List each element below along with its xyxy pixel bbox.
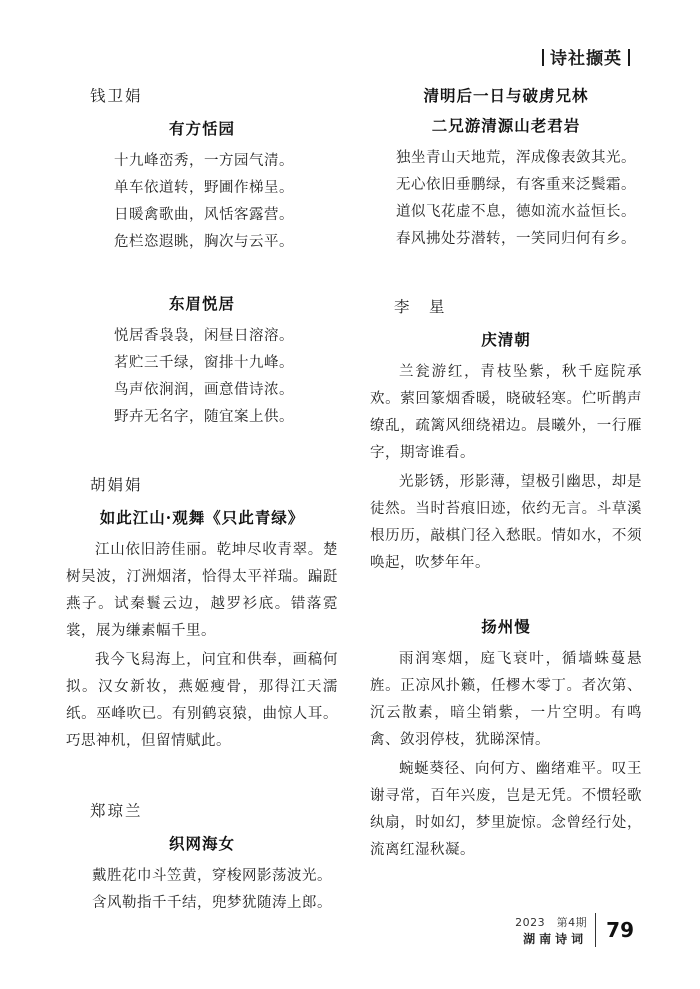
left-column xyxy=(66,72,338,917)
poem-line: 茗贮三千绿，窗排十九峰。 xyxy=(114,355,294,371)
poem-line: 道似飞花虚不息，德如流水益恒长。 xyxy=(396,204,636,220)
magazine-name: 湖南诗词 xyxy=(523,931,588,946)
poem-paragraph: 雨润寒烟，庭飞衰叶，循墙蛛蔓悬旌。正凉风扑籁，任樛木零丁。者次第、沉云散素，暗尘销紫，一片空明。有鸣禽、敛羽停枝，犹睇深情。 xyxy=(370,651,642,748)
poem-title: 有方恬园 xyxy=(168,119,235,138)
author-name: 钱卫娟 xyxy=(90,87,143,105)
author-name: 胡娟娟 xyxy=(90,476,143,494)
poem-paragraph: 江山依旧誇佳丽。乾坤尽收青翠。楚树吴波，汀洲烟渚，恰得太平祥瑞。蹁跹燕子。试秦鬟云边，越罗衫底。错落霓裳，展为缣素幅千里。 xyxy=(66,542,338,639)
poem-line: 悦居香袅袅，闲昼日溶溶。 xyxy=(114,328,294,344)
poem-line: 无心依旧垂鹏绿，有客重来泛鬓霜。 xyxy=(396,177,636,193)
poem-title: 如此江山·观舞《只此青绿》 xyxy=(99,508,305,527)
poem-line: 独坐青山天地荒，浑成像表敛其光。 xyxy=(396,150,636,166)
section-title: 诗社撷英 xyxy=(550,49,622,69)
divider xyxy=(542,49,544,66)
poem-line: 危栏恣遐眺，胸次与云平。 xyxy=(114,234,294,250)
poem-title: 扬州慢 xyxy=(481,617,531,636)
poem-line: 鸟声依涧润，画意借诗浓。 xyxy=(114,382,294,398)
poem-title: 织网海女 xyxy=(168,834,235,853)
section-tag xyxy=(536,44,636,69)
divider xyxy=(628,49,630,66)
page-number: 79 xyxy=(606,918,634,942)
poem-line: 春风拂处芬潜转，一笑同归何有乡。 xyxy=(396,231,636,247)
page-footer xyxy=(515,913,634,947)
author-name: 李 星 xyxy=(394,298,447,316)
poem-line: 戴胜花巾斗笠黄，穿梭网影荡波光。 xyxy=(92,868,332,884)
poem-title-continued: 二兄游清源山老君岩 xyxy=(431,116,581,135)
divider xyxy=(595,913,596,947)
right-column xyxy=(370,72,642,866)
poem-paragraph: 我今飞舄海上，问宜和供奉，画稿何拟。汉女新妆，燕姬瘦骨，那得江天濡纸。巫峰吹已。有别鹤哀猿，曲惊人耳。巧思神机，但留情赋此。 xyxy=(66,652,338,749)
poem-line: 野卉无名字，随宜案上供。 xyxy=(114,409,294,425)
poem-paragraph: 光影锈，形影薄，望极引幽思，却是徒然。当时苔痕旧迹，依约无言。斗草溪根历历，敲棋门径入愁眠。情如水，不须唤起，吹梦年年。 xyxy=(370,474,642,571)
footer-text xyxy=(515,914,587,947)
poem-title: 庆清朝 xyxy=(481,330,531,349)
author-name: 郑琼兰 xyxy=(90,802,143,820)
issue-label: 2023 第4期 xyxy=(515,915,588,929)
poem-title: 东眉悦居 xyxy=(168,294,235,313)
poem-line: 日暖禽歌曲，风恬客露营。 xyxy=(114,207,294,223)
poem-line: 十九峰峦秀，一方园气清。 xyxy=(114,153,294,169)
poem-paragraph: 兰瓮游红，青枝坠紫，秋千庭院承欢。萦回篆烟香暖，晓破轻寒。伫听鹊声缭乱，疏篱风细绕裙边。晨曦外，一行雁字，期寄谁看。 xyxy=(370,364,642,461)
poem-paragraph: 蜿蜒葵径、向何方、幽绪难平。叹王谢寻常，百年兴废，岂是无凭。不惯轻歌纨扇，时如幻，梦里旋惊。念曾经行处，流离红湿秋凝。 xyxy=(370,761,642,858)
poem-line: 含风勒指千千结，兜梦犹随涛上郎。 xyxy=(92,895,332,911)
poem-title: 清明后一日与破虏兄林 xyxy=(423,86,589,105)
poem-line: 单车依道转，野圃作梯呈。 xyxy=(114,180,294,196)
